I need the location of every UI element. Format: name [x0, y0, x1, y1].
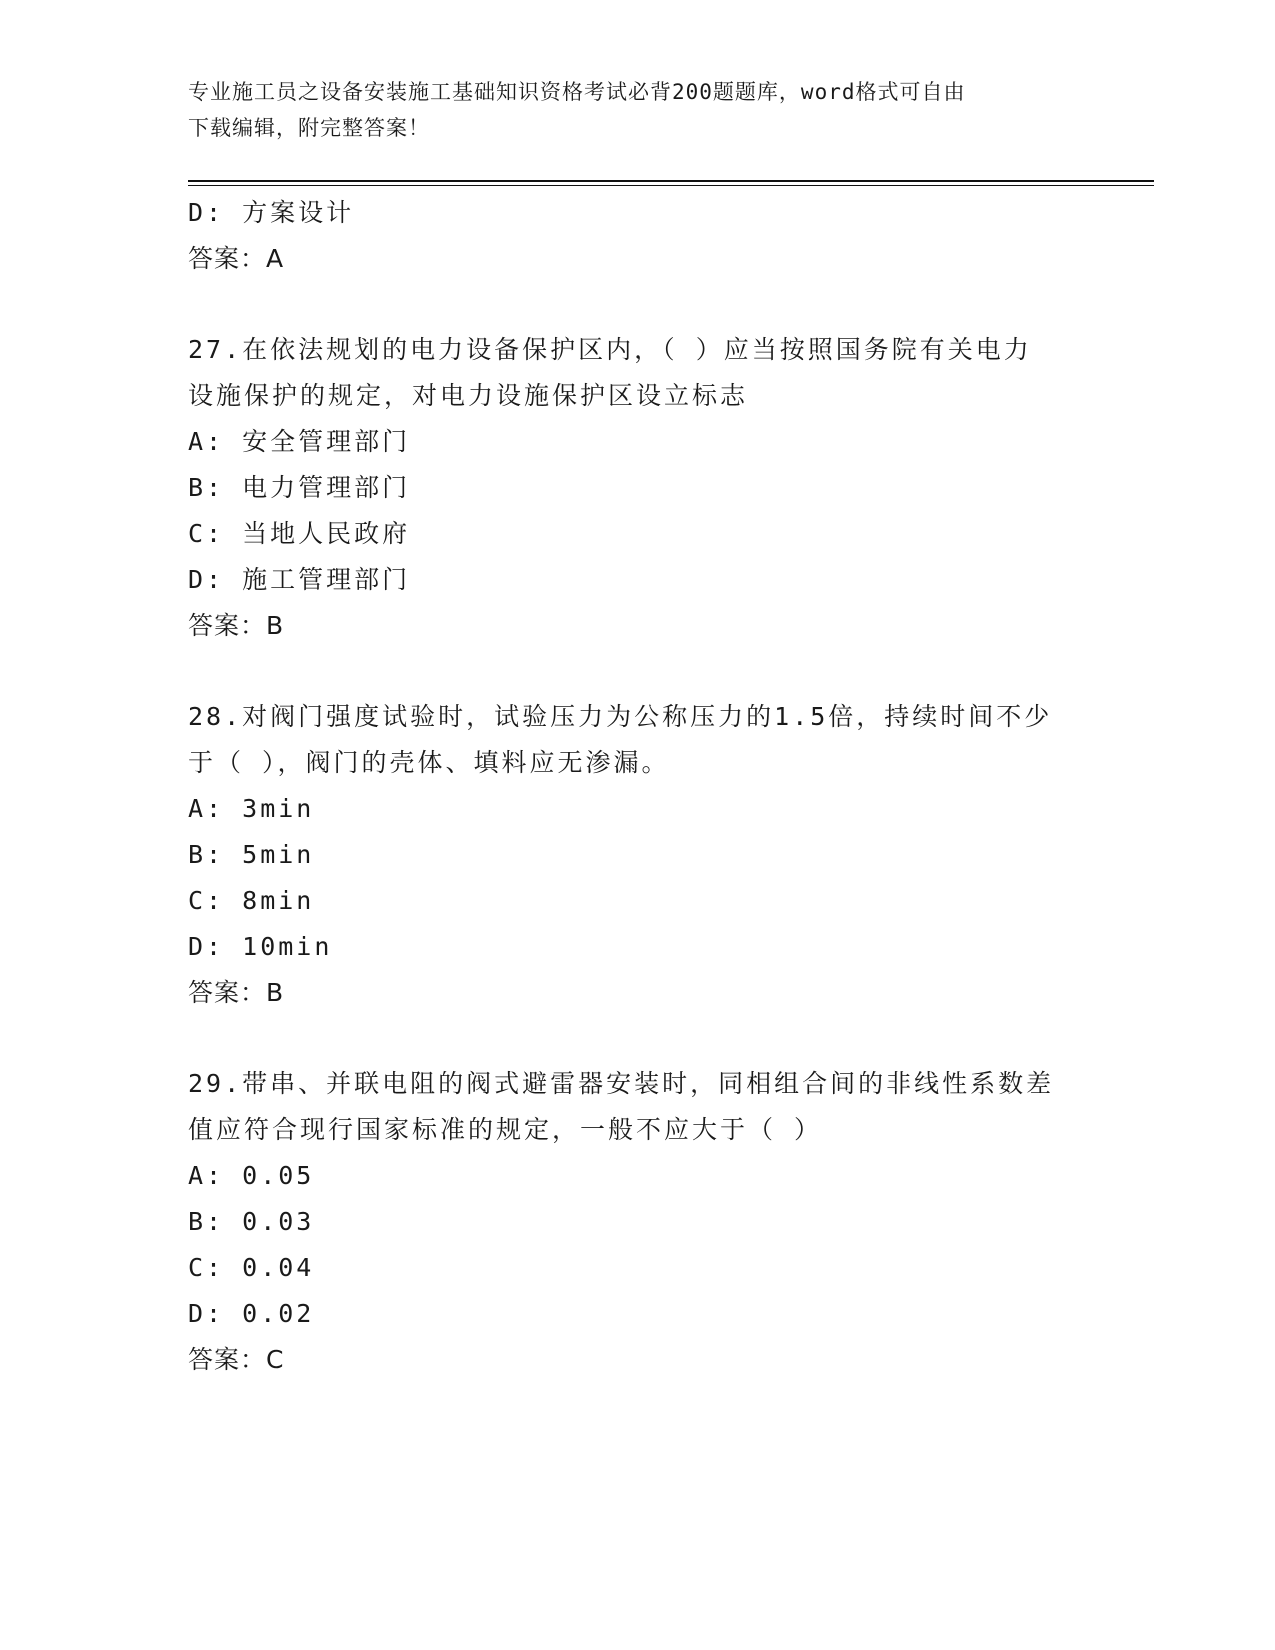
option-d: D: 方案设计: [188, 198, 355, 227]
question-28: [188, 694, 1088, 1016]
answer: 答案：A: [188, 244, 285, 273]
header-line-1: 专业施工员之设备安装施工基础知识资格考试必背200题题库，word格式可自由: [188, 80, 966, 104]
question-stem: 28.对阀门强度试验时，试验压力为公称压力的1.5倍，持续时间不少: [188, 702, 1053, 731]
option-a: A: 安全管理部门: [188, 427, 411, 456]
answer: 答案：B: [188, 978, 285, 1007]
option-a: A: 3min: [188, 794, 315, 823]
answer: 答案：C: [188, 1345, 285, 1374]
option-b: B: 5min: [188, 840, 315, 869]
option-a: A: 0.05: [188, 1161, 315, 1190]
header-divider-thick: [188, 180, 1154, 182]
question-stem: 27.在依法规划的电力设备保护区内，（ ）应当按照国务院有关电力: [188, 335, 1032, 364]
question-list: [188, 190, 1088, 1383]
option-c: C: 8min: [188, 886, 315, 915]
option-c: C: 当地人民政府: [188, 519, 411, 548]
question-stem: 29.带串、并联电阻的阀式避雷器安装时，同相组合间的非线性系数差: [188, 1069, 1055, 1098]
header-line-2: 下载编辑，附完整答案！: [188, 116, 430, 140]
option-b: B: 0.03: [188, 1207, 315, 1236]
option-c: C: 0.04: [188, 1253, 315, 1282]
question-stem: 设施保护的规定，对电力设施保护区设立标志: [188, 381, 749, 410]
option-d: D: 0.02: [188, 1299, 315, 1328]
question-29: [188, 1061, 1088, 1383]
header-divider-thin: [188, 185, 1154, 186]
answer: 答案：B: [188, 611, 285, 640]
document-header: [188, 74, 1088, 146]
option-d: D: 10min: [188, 932, 333, 961]
question-stem: 值应符合现行国家标准的规定，一般不应大于（ ）: [188, 1115, 823, 1144]
question-stem: 于（ ），阀门的壳体、填料应无渗漏。: [188, 748, 670, 777]
question-27: [188, 327, 1088, 649]
option-b: B: 电力管理部门: [188, 473, 411, 502]
option-d: D: 施工管理部门: [188, 565, 411, 594]
